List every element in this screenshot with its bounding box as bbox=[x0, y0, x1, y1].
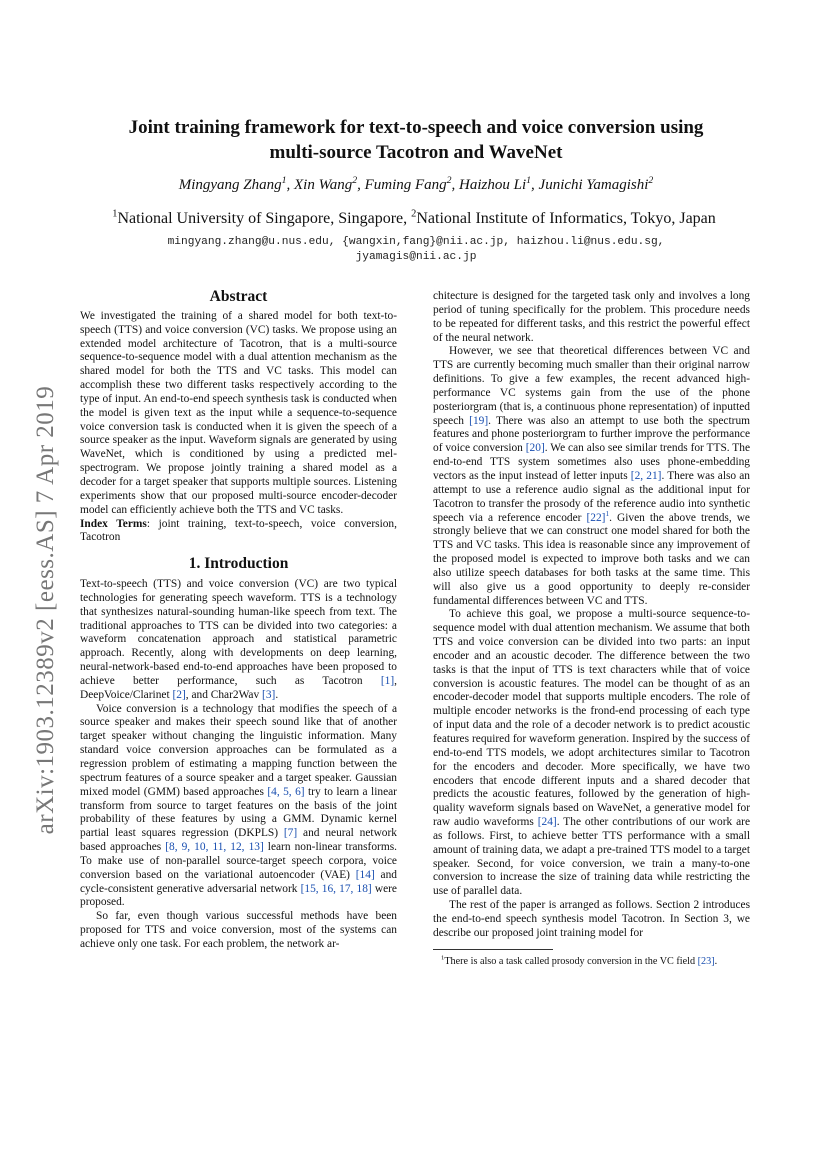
citation-link[interactable]: [2, 21] bbox=[630, 469, 662, 482]
author-affil-mark: 2 bbox=[648, 175, 654, 186]
intro-paragraph-1: Text-to-speech (TTS) and voice conversion (VC) are two typical technologies for generating speech waveform. TTS is a technology that synthesizes natural-sounding human-like speech from text. The traditional approaches to TTS can be divided into two categories: a waveform concatenation approach and statistical parametric approach. Recently, along with developments on deep learning, neural-network-based end-to-end approaches have been proposed to achieve better performance, such as Tacotron [1], DeepVoice/Clarinet [2], and Char2Wav [3]. bbox=[80, 578, 397, 701]
citation-link[interactable]: [22] bbox=[586, 511, 606, 524]
author-name: Junichi Yamagishi bbox=[538, 177, 649, 193]
paper-title bbox=[90, 115, 742, 165]
footnote-rule bbox=[433, 949, 553, 950]
author-affil-mark: 2 bbox=[446, 175, 452, 186]
affiliation-1: National University of Singapore, Singapore, bbox=[117, 210, 412, 227]
citation-link[interactable]: [7] bbox=[283, 827, 298, 840]
intro-paragraph-4: However, we see that theoretical differences between VC and TTS are currently becoming much smaller than their original narrow definitions. To give a few examples, the recent advanced high-performance VC systems gain from the use of the phone posteriorgram (that is, a continuous phone representation) of inputted speech [19]. There was also an attempt to use both the spectrum features and phone posteriorgram to further improve the performance of voice conversion [20]. We can also see similar trends for TTS. The end-to-end TTS system sometimes also uses phone-embedding vectors as the input instead of letter inputs [2, 21]. There was also an attempt to use a reference audio signal as the additional input for Tacotron to transfer the prosody of the reference audio into synthetic speech via a reference encoder [22]$^1$. Given the above trends, we strongly believe that we can construct one model shared for both the TTS and VC tasks. This idea is reasonable since any improvement of the proposed model is expected to improve both tasks and we can also utilize speech databases for both tasks at the same time. This will also give us a good opportunity to deeply re-consider fundamental differences between VC and TTS. bbox=[433, 345, 751, 607]
email-line-2: jyamagis@nii.ac.jp bbox=[355, 251, 477, 263]
author-name: Haizhou Li bbox=[459, 177, 527, 193]
affil-mark: 1 bbox=[112, 208, 118, 220]
author-affil-mark: 2 bbox=[352, 175, 358, 186]
intro-paragraph-3: So far, even though various successful methods have been proposed for TTS and voice conversion, most of the systems can achieve only one task. For each problem, the network ar- bbox=[80, 910, 397, 950]
footnote-number: 1 bbox=[441, 954, 445, 962]
intro-paragraph-5: To achieve this goal, we propose a multi-source sequence-to-sequence model with dual attention mechanism. We assume that both TTS and voice conversion can be divided into two parts: an input encoder and an acoustic decoder. The difference between the two tasks is that the input of TTS is text characters while that of voice conversion is acoustic features. The model can be thought of as an encoder-decoder model that supports multiple encoders. The role of multiple encoder networks is the frond-end processing of each type of input data and the role of a decoder network is to predict acoustic features required for waveform generation. Inspired by the success of end-to-end TTS models, we adopt architectures similar to Tacotron for the encoders and decoder. More specifically, we have two encoders that encode different inputs and a shared decoder that predicts the acoustic features, followed by the generation of high-quality waveform signals based on WaveNet, a generative model for raw audio waveforms [24]. The other contributions of our work are as follows. First, to achieve better TTS performance with a small amount of training data, we adapt a pre-trained TTS model to a target speaker. Second, for voice conversion, we train a many-to-one conversion to increase the size of training data while restricting the use of parallel data. bbox=[433, 608, 751, 898]
citation-link[interactable]: [3] bbox=[262, 688, 276, 701]
section-heading-introduction: 1. Introduction bbox=[188, 555, 289, 573]
index-terms bbox=[80, 518, 397, 546]
author-name: Fuming Fang bbox=[364, 177, 447, 193]
affil-mark: 2 bbox=[411, 208, 417, 220]
arxiv-sidebar bbox=[28, 360, 64, 860]
affiliations bbox=[60, 210, 768, 228]
arxiv-identifier: arXiv:1903.12389v2 [eess.AS] 7 Apr 2019 bbox=[32, 385, 59, 835]
title-line-2: multi-source Tacotron and WaveNet bbox=[269, 142, 563, 163]
citation-link[interactable]: [14] bbox=[355, 868, 375, 881]
citation-link[interactable]: [2] bbox=[172, 688, 186, 701]
citation-link[interactable]: [8, 9, 10, 11, 12, 13] bbox=[165, 841, 264, 854]
title-line-1: Joint training framework for text-to-speech and voice conversion using bbox=[128, 117, 704, 138]
author-affil-mark: 1 bbox=[281, 175, 287, 186]
citation-link[interactable]: [24] bbox=[537, 816, 557, 829]
author-emails bbox=[90, 235, 742, 265]
citation-link[interactable]: [4, 5, 6] bbox=[267, 785, 305, 798]
email-line-1: mingyang.zhang@u.nus.edu, {wangxin,fang}@nii.ac.jp, haizhou.li@nus.edu.sg, bbox=[167, 236, 665, 248]
abstract-heading: Abstract bbox=[209, 288, 268, 305]
abstract-body: We investigated the training of a shared model for both text-to-speech (TTS) and voice conversion (VC) tasks. We propose using an extended model architecture of Tacotron, that is a multi-source sequence-to-sequence model with a dual attention mechanism as the shared model for both the TTS and VC tasks. This model can accomplish these two different tasks respectively according to the type of input. An end-to-end speech synthesis task is conducted when the model is given text as the input while a sequence-to-sequence voice conversion task is conducted when it is given the speech of a source speaker as the input. Waveform signals are generated by using WaveNet, which is conditioned by using a predicted mel-spectrogram. We propose jointly training a shared model as a decoder for a target speaker that supports multiple sources. Listening experiments show that our proposed multi-source encoder-decoder model can efficiently achieve both the TTS and VC tasks. bbox=[80, 309, 397, 516]
author-name: Mingyang Zhang bbox=[178, 177, 282, 193]
right-column bbox=[433, 290, 750, 968]
author-name: Xin Wang bbox=[294, 177, 353, 193]
index-terms-text: : joint training, text-to-speech, voice conversion, Tacotron bbox=[80, 517, 397, 544]
author-list: Mingyang Zhang$^1$, Xin Wang$^2$, Fuming Fang$^2$, Haizhou Li$^1$, Junichi Yamagishi$^2$ bbox=[178, 175, 654, 193]
author-affil-mark: 1 bbox=[526, 175, 532, 186]
affiliation-2: National Institute of Informatics, Tokyo, Japan bbox=[416, 210, 716, 227]
citation-link[interactable]: [1] bbox=[380, 674, 395, 687]
footnote-marker[interactable]: 1 bbox=[605, 508, 610, 518]
citation-link[interactable]: [19] bbox=[469, 414, 489, 427]
index-terms-label: Index Terms bbox=[80, 517, 147, 530]
intro-paragraph-3-continued: chitecture is designed for the targeted task only and involves a long period of tuning specifically for the problem. This procedure needs to be repeated for different tasks, and this restrict the powerful effect of the neural network. bbox=[433, 290, 750, 344]
citation-link[interactable]: [23] bbox=[697, 955, 715, 967]
citation-link[interactable]: [15, 16, 17, 18] bbox=[300, 882, 372, 895]
citation-link[interactable]: [20] bbox=[525, 442, 545, 455]
intro-paragraph-2: Voice conversion is a technology that modifies the speech of a source speaker and makes their speech sound like that of another target speaker without changing the linguistic information. Many standard voice conversion approaches can be formulated as a regression problem of estimating a mapping function between the spectrum features of a source speaker and a target speaker. Gaussian mixed model (GMM) based approaches [4, 5, 6] try to learn a linear transform from source to target features on the basis of the joint probability of these features by using a GMM. Dynamic kernel partial least squares regression (DKPLS) [7] and neural network based approaches [8, 9, 10, 11, 12, 13] learn non-linear transforms. To make use of non-parallel source-target speech corpora, voice conversion based on the variational autoencoder (VAE) [14] and cycle-consistent generative adversarial network [15, 16, 17, 18] were proposed. bbox=[80, 702, 398, 909]
intro-paragraph-6: The rest of the paper is arranged as follows. Section 2 introduces the end-to-end speech synthesis model Tacotron. In Section 3, we describe our proposed joint training model for bbox=[433, 899, 750, 939]
left-column bbox=[80, 290, 397, 952]
footnote: $^1$There is also a task called prosody conversion in the VC field [23]. bbox=[441, 954, 718, 967]
